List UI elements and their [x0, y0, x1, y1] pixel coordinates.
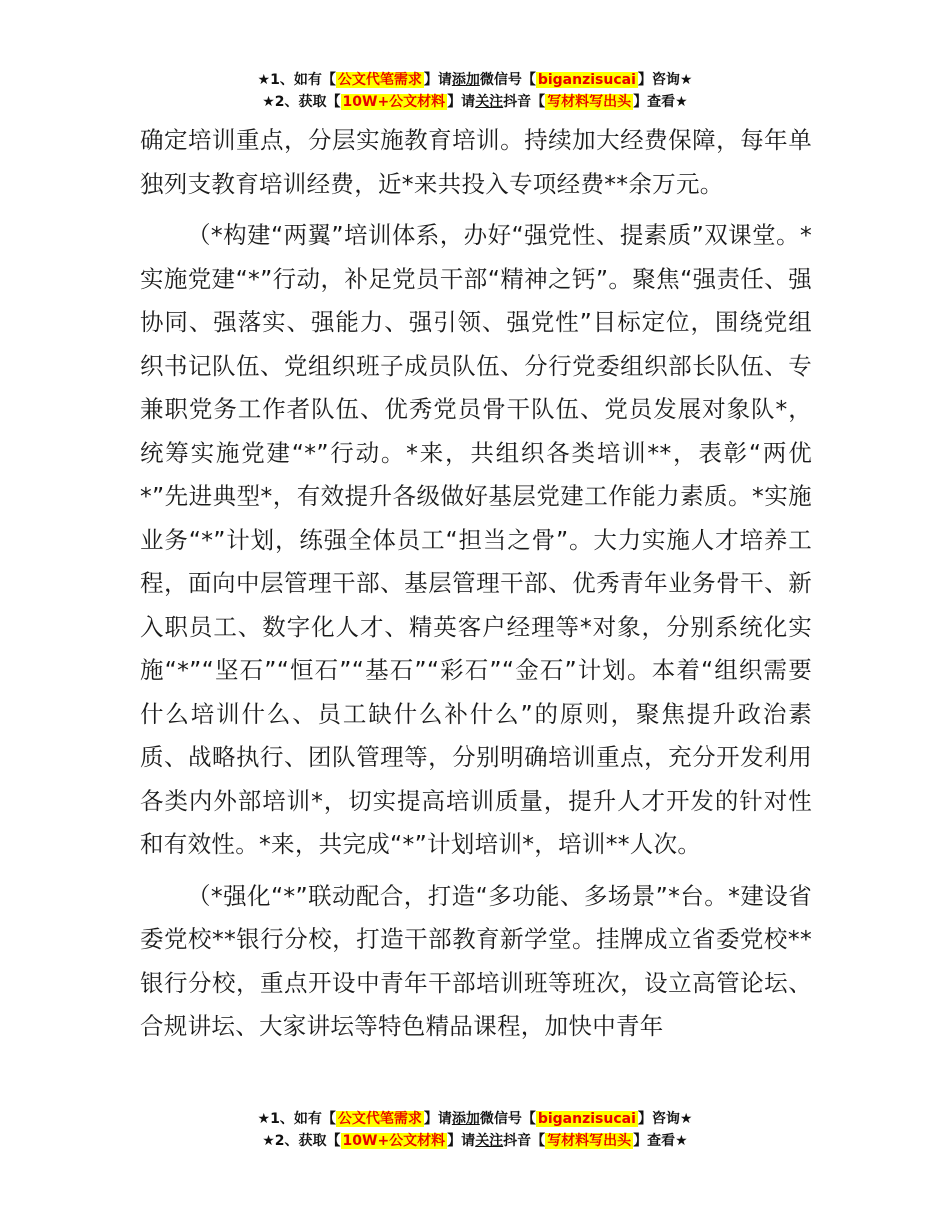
promo-text: 】请 [447, 94, 476, 110]
promo-text: 】咨询★ [637, 72, 693, 88]
promo-text: ★2、获取【 [262, 1133, 341, 1149]
promo-line-2 [0, 1130, 950, 1152]
promo-text: ★1、如有【 [257, 1111, 336, 1127]
promo-highlight: biganzisucai [537, 72, 636, 88]
paragraph: 确定培训重点，分层实施教育培训。持续加大经费保障，每年单独列支教育培训经费，近*来共投入专项经费**余万元。 [140, 126, 812, 198]
promo-emphasis: 关注 [475, 94, 504, 110]
promo-text: ★1、如有【 [257, 72, 336, 88]
promo-highlight: 10W+公文材料 [342, 94, 446, 110]
promo-highlight: 10W+公文材料 [342, 1133, 446, 1149]
promo-text: ★2、获取【 [262, 94, 341, 110]
promo-banner-bottom [0, 1108, 950, 1152]
document-body [140, 119, 812, 1057]
promo-text: 微信号【 [479, 72, 536, 88]
promo-text: 】咨询★ [637, 1111, 693, 1127]
promo-highlight: biganzisucai [537, 1111, 636, 1127]
promo-line-2 [0, 91, 950, 113]
promo-text: 微信号【 [479, 1111, 536, 1127]
promo-text: 抖音【 [503, 94, 546, 110]
promo-text: 】请 [423, 72, 452, 88]
promo-line-1 [0, 69, 950, 91]
promo-line-1 [0, 1108, 950, 1130]
paragraph: （*强化“*”联动配合，打造“多功能、多场景”*台。*建设省委党校**银行分校，打造干部教育新学堂。挂牌成立省委党校**银行分校，重点开设中青年干部培训班等班次，设立高管论坛、合规讲坛、大家讲坛等特色精品课程，加快中青年 [140, 881, 812, 1040]
paragraph: （*构建“两翼”培训体系，办好“强党性、提素质”双课堂。*实施党建“*”行动，补足党员干部“精神之钙”。聚焦“强责任、强协同、强落实、强能力、强引领、强党性”目标定位，围绕党组织书记队伍、党组织班子成员队伍、分行党委组织部长队伍、专兼职党务工作者队伍、优秀党员骨干队伍、党员发展对象队*，统筹实施党建“*”行动。*来，共组织各类培训**，表彰“两优*”先进典型*，有效提升各级做好基层党建工作能力素质。*实施业务“*”计划，练强全体员工“担当之骨”。大力实施人才培养工程，面向中层管理干部、基层管理干部、优秀青年业务骨干、新入职员工、数字化人才、精英客户经理等*对象，分别系统化实施“*”“坚石”“恒石”“基石”“彩石”“金石”计划。本着“组织需要什么培训什么、员工缺什么补什么”的原则，聚焦提升政治素质、战略执行、团队管理等，分别明确培训重点，充分开发利用各类内外部培训*，切实提高培训质量，提升人才开发的针对性和有效性。*来，共完成“*”计划培训*，培训**人次。 [140, 221, 812, 858]
promo-emphasis: 添加 [451, 72, 480, 88]
promo-text: 】请 [423, 1111, 452, 1127]
promo-highlight: 公文代笔需求 [337, 1111, 422, 1127]
promo-highlight: 公文代笔需求 [337, 72, 422, 88]
promo-highlight: 写材料写出头 [547, 1133, 632, 1149]
promo-text: 】查看★ [633, 94, 688, 110]
promo-highlight: 写材料写出头 [547, 94, 632, 110]
promo-text: 】查看★ [633, 1133, 688, 1149]
promo-emphasis: 添加 [451, 1111, 480, 1127]
promo-banner-top [0, 69, 950, 113]
promo-text: 】请 [447, 1133, 476, 1149]
promo-text: 抖音【 [503, 1133, 546, 1149]
promo-emphasis: 关注 [475, 1133, 504, 1149]
